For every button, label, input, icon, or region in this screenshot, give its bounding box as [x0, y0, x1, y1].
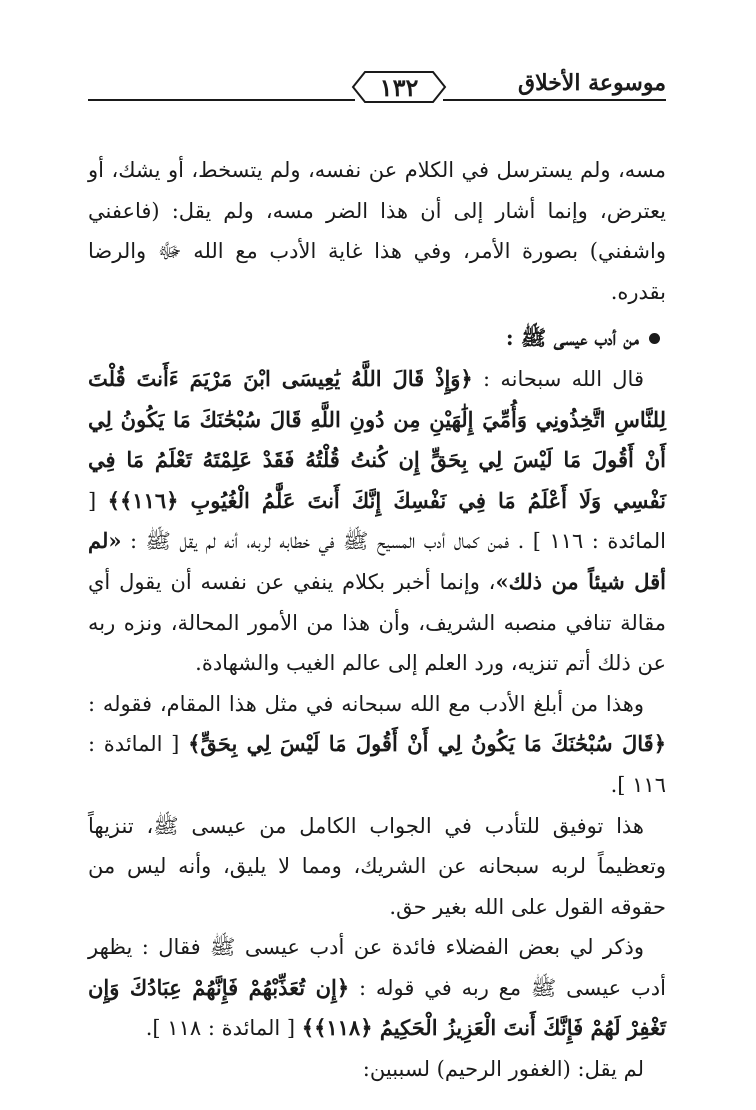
paragraph-1: مسه، ولم يسترسل في الكلام عن نفسه، ولم يتسخط، أو يشك، أو يعترض، وإنما أشار إلى أن هذا الضر مسه، ولم يقل: (فاعفني واشفني) بصورة الأمر، وفي هذا غاية الأدب مع الله ﷻ والرضا بقدره. — [88, 158, 666, 304]
bullet-icon — [649, 333, 660, 344]
paragraph-2-intro: قال الله سبحانه : — [472, 366, 644, 391]
page-number-badge — [343, 62, 455, 112]
paragraph-2 — [88, 359, 666, 684]
paragraph-2-quote: «لم أقل شيئاً من ذلك» — [88, 528, 666, 594]
page-header — [88, 62, 666, 114]
paragraph-2-reference: [ المائدة : ١١٦ ] . فمن كمال أدب المسيح ﷺ في خطابه لربه، أنه لم يقل ﷺ : — [88, 488, 666, 554]
paragraph-3-intro: وهذا من أبلغ الأدب مع الله سبحانه في مثل هذا المقام، فقوله : — [88, 691, 644, 716]
page-body — [88, 150, 666, 1090]
book-title: موسوعة الأخلاق — [508, 70, 666, 96]
paragraph-5-reference: [ المائدة : ١١٨ ]. — [145, 1016, 302, 1041]
paragraph-5-intro: وذكر لي بعض الفضلاء فائدة عن أدب عيسى ﷺ فقال : يظهر أدب عيسى ﷺ مع ربه في قوله : — [88, 935, 666, 1000]
section-heading-text: من أدب عيسى ﷺ : — [505, 325, 639, 351]
section-heading — [88, 318, 666, 359]
paragraph-5 — [88, 927, 666, 1049]
paragraph-3-reference: [ المائدة : ١١٦ ]. — [88, 732, 666, 797]
paragraph-4: هذا توفيق للتأدب في الجواب الكامل من عيسى ﷺ، تنزيهاً وتعظيماً لربه سبحانه عن الشريك، ومما لا يليق، وأنه ليس من حقوقه القول على الله بغير حق. — [88, 813, 666, 919]
quran-verse-3: ﴿إِن تُعَذِّبْهُمْ فَإِنَّهُمْ عِبَادُكَ وَإِن تَغْفِرْ لَهُمْ فَإِنَّكَ أَنتَ الْعَزِيزُ الْحَكِيمُ ﴿١١٨﴾﴾ — [88, 974, 666, 1041]
paragraph-6: لم يقل: (الغفور الرحيم) لسببين: — [362, 1057, 644, 1082]
paragraph-2-rest: ، وإنما أخبر بكلام ينفي عن نفسه أن يقول أي مقالة تنافي منصبه الشريف، وأن هذا من الأمور المحالة، ونزه ربه عن ذلك أتم تنزيه، ورد العلم إلى عالم الغيب والشهادة. — [88, 569, 666, 676]
quran-verse-1: ﴿وَإِذْ قَالَ اللَّهُ يَٰعِيسَى ابْنَ مَرْيَمَ ءَأَنتَ قُلْتَ لِلنَّاسِ اتَّخِذُونِي وَأُمِّيَ إِلَٰهَيْنِ مِن دُونِ اللَّهِ قَالَ سُبْحَٰنَكَ مَا يَكُونُ لِي أَنْ أَقُولَ مَا لَيْسَ لِي بِحَقٍّ إِن كُنتُ قُلْتُهُ فَقَدْ عَلِمْتَهُ تَعْلَمُ مَا فِي نَفْسِي وَلَا أَعْلَمُ مَا فِي نَفْسِكَ إِنَّكَ أَنتَ عَلَّٰمُ الْغُيُوبِ ﴿١١٦﴾﴾ — [88, 365, 666, 513]
paragraph-3 — [88, 684, 666, 806]
page-number: ١٣٢ — [379, 72, 419, 102]
quran-verse-2: ﴿قَالَ سُبْحَٰنَكَ مَا يَكُونُ لِي أَنْ أَقُولَ مَا لَيْسَ لِي بِحَقٍّ﴾ — [188, 731, 667, 757]
